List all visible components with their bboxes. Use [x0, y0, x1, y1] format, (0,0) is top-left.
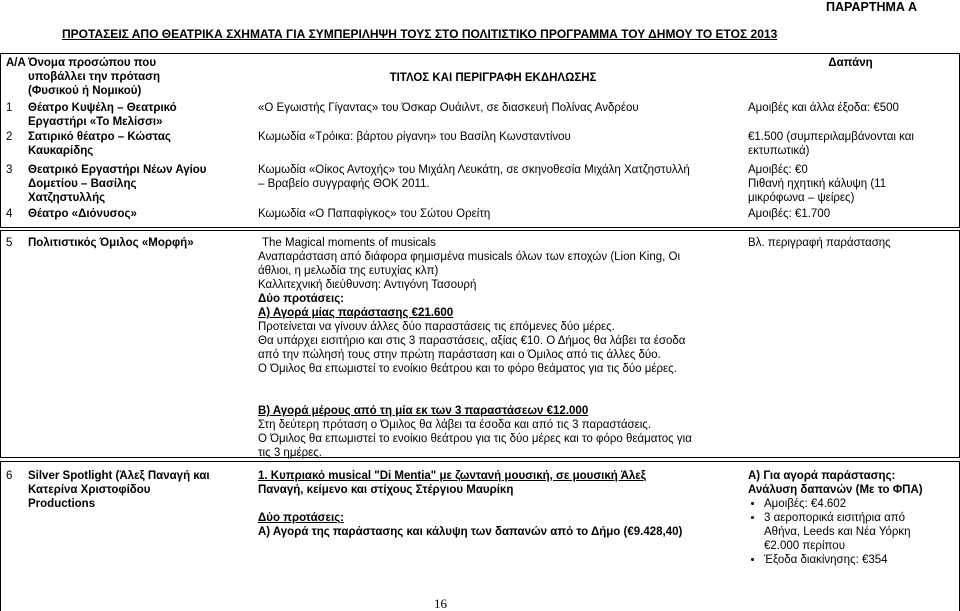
proposal-b-line: Ο Όμιλος θα επωμιστεί το ενοίκιο θεάτρου για τις δύο μέρες και το φόρο θεάματος για	[258, 433, 692, 445]
header-cost: Δαπάνη	[828, 57, 873, 69]
proposals-label: Δύο προτάσεις:	[258, 293, 345, 305]
table-row-2-description: Κωμωδία «Τρόικα: βάρτου ρίγανη» του Βασίλη Κωνσταντίνου	[258, 131, 571, 143]
cost-list	[748, 497, 958, 567]
musical-title: The Magical moments of musicals	[262, 237, 436, 249]
table-row-3-no: 3	[6, 164, 13, 176]
table-row-3-submitter: Θεατρικό Εργαστήρι Νέων Αγίου Δομετίου – Βασίλης Χατζηστυλλής	[28, 164, 207, 204]
proposal-a-line: από την πώλησή τους στην πρώτη παράσταση και ο Όμιλος από τις άλλες δύο.	[258, 349, 661, 361]
table-row-4-submitter: Θέατρο «Διόνυσος»	[28, 208, 137, 220]
table-row-4-no: 4	[6, 208, 13, 220]
annex-label: ΠΑΡΑΡΤΗΜΑ Α	[826, 0, 917, 14]
proposal-a: Α) Αγορά μίας παράστασης €21.600	[258, 307, 454, 319]
table-row-5-submitter: Πολιτιστικός Όμιλος «Μορφή»	[28, 237, 194, 249]
header-no: Α/Α	[6, 57, 26, 69]
table-row-6-description	[258, 469, 738, 539]
desc-line: Αναπαράσταση από διάφορα φημισμένα musicals όλων των εποχών (Lion King, Οι	[258, 251, 680, 263]
proposal-b-line: τις 3 ημέρες.	[258, 447, 322, 459]
proposal-b: Β) Αγορά μέρους από τη μία εκ των 3 παραστάσεων €12.000	[258, 405, 589, 417]
table-row-6-submitter: Silver Spotlight (Άλεξ Παναγή και Κατερίνα Χριστοφίδου Productions	[28, 470, 210, 510]
table-row-1-submitter: Θέατρο Κυψέλη – Θεατρικό Εργαστήρι «Το Μελίσσι»	[28, 102, 177, 128]
table-row-3-description: Κωμωδία «Οίκος Αντοχής» του Μιχάλη Λευκάτη, σε σκηνοθεσία Μιχάλη Χατζηστυλλή – Βραβείο συγγραφής ΘΟΚ 2011.	[258, 164, 690, 190]
page-number: 16	[434, 596, 447, 611]
proposal-a-line: Προτείνεται να γίνουν άλλες δύο παραστάσεις τις επόμενες δύο μέρες.	[258, 321, 615, 333]
table-row-3-cost: Αμοιβές: €0 Πιθανή ηχητική κάλυψη (11 μικρόφωνα – ψείρες)	[748, 164, 887, 204]
table-row-2-cost: €1.500 (συμπεριλαμβάνονται και εκτυπωτικά)	[748, 131, 914, 157]
cost-title: Α) Για αγορά παράστασης:	[748, 470, 896, 482]
desc-line: Παναγή, κείμενο και στίχους Στέργιου Μαυρίκη	[258, 484, 514, 496]
table-row-1-cost: Αμοιβές και άλλα έξοδα: €500	[748, 102, 899, 114]
table-row-1-no: 1	[6, 102, 13, 114]
table-row-5-cost: Βλ. περιγραφή παράστασης	[748, 237, 891, 249]
table-row-6-no: 6	[6, 470, 13, 482]
list-item: • 3 αεροπορικά εισιτήρια από Αθήνα, Leeds και Νέα Υόρκη €2.000 περίπου	[764, 511, 958, 553]
table-row-4-description: Κωμωδία «Ο Παπαφίγκος» του Σώτου Ορείτη	[258, 208, 491, 220]
header-description: ΤΙΤΛΟΣ ΚΑΙ ΠΕΡΙΓΡΑΦΗ ΕΚΔΗΛΩΣΗΣ	[389, 72, 597, 84]
table-row-2-submitter: Σατιρικό θέατρο – Κώστας Καυκαρίδης	[28, 131, 171, 157]
table-row-2-no: 2	[6, 131, 13, 143]
proposals-label: Δύο προτάσεις:	[258, 512, 345, 524]
proposal-a: Α) Αγορά της παράστασης και κάλυψη των δαπανών από το Δήμο (€9.428,40)	[258, 526, 683, 538]
table-row-6-cost	[748, 469, 958, 567]
page-title: ΠΡΟΤΑΣΕΙΣ ΑΠΟ ΘΕΑΤΡΙΚΑ ΣΧΗΜΑΤΑ ΓΙΑ ΣΥΜΠΕΡΙΛΗΨΗ ΤΟΥΣ ΣΤΟ ΠΟΛΙΤΙΣΤΙΚΟ ΠΡΟΓΡΑΜΜΑ ΤΟΥ ΔΗΜΟΥ ΤΟ ΕΤΟΣ 2013	[62, 27, 778, 41]
cost-subtitle: Ανάλυση δαπανών (Με το ΦΠΑ)	[748, 484, 923, 496]
desc-line: άθλιοι, η μελωδία της ευτυχίας κλπ)	[258, 265, 439, 277]
list-item: • Αμοιβές: €4.602	[764, 497, 958, 511]
proposal-a-line: Ο Όμιλος θα επωμιστεί το ενοίκιο θεάτρου και το φόρο θεάματος για τις δύο μέρες.	[258, 363, 677, 375]
list-item: • Έξοδα διακίνησης: €354	[764, 553, 958, 567]
proposal-b-line: Στη δεύτερη πρόταση ο Όμιλος θα λάβει τα έσοδα και από τις 3 παραστάσεις.	[258, 419, 652, 431]
table-row-4-cost: Αμοιβές: €1.700	[748, 208, 831, 220]
desc-line: Καλλιτεχνική διεύθυνση: Αντιγόνη Τασουρή	[258, 279, 477, 291]
proposal-a-line: Θα υπάρχει εισιτήριο και στις 3 παραστάσεις, αξίας €10. Ο Δήμος θα λάβει τα έσοδα	[258, 335, 686, 347]
musical-title: 1. Κυπριακό musical "Di Mentia" με ζωντανή μουσική, σε μουσική Άλεξ	[258, 470, 646, 482]
table-row-5-description	[258, 236, 738, 460]
header-submitter: Όνομα προσώπου που υποβάλλει την πρόταση (Φυσικού ή Νομικού)	[28, 57, 161, 97]
table-row-1-description: «Ο Εγωιστής Γίγαντας» του Όσκαρ Ουάιλντ, σε διασκευή Πολίνας Ανδρέου	[258, 102, 639, 114]
table-row-5-no: 5	[6, 237, 13, 249]
